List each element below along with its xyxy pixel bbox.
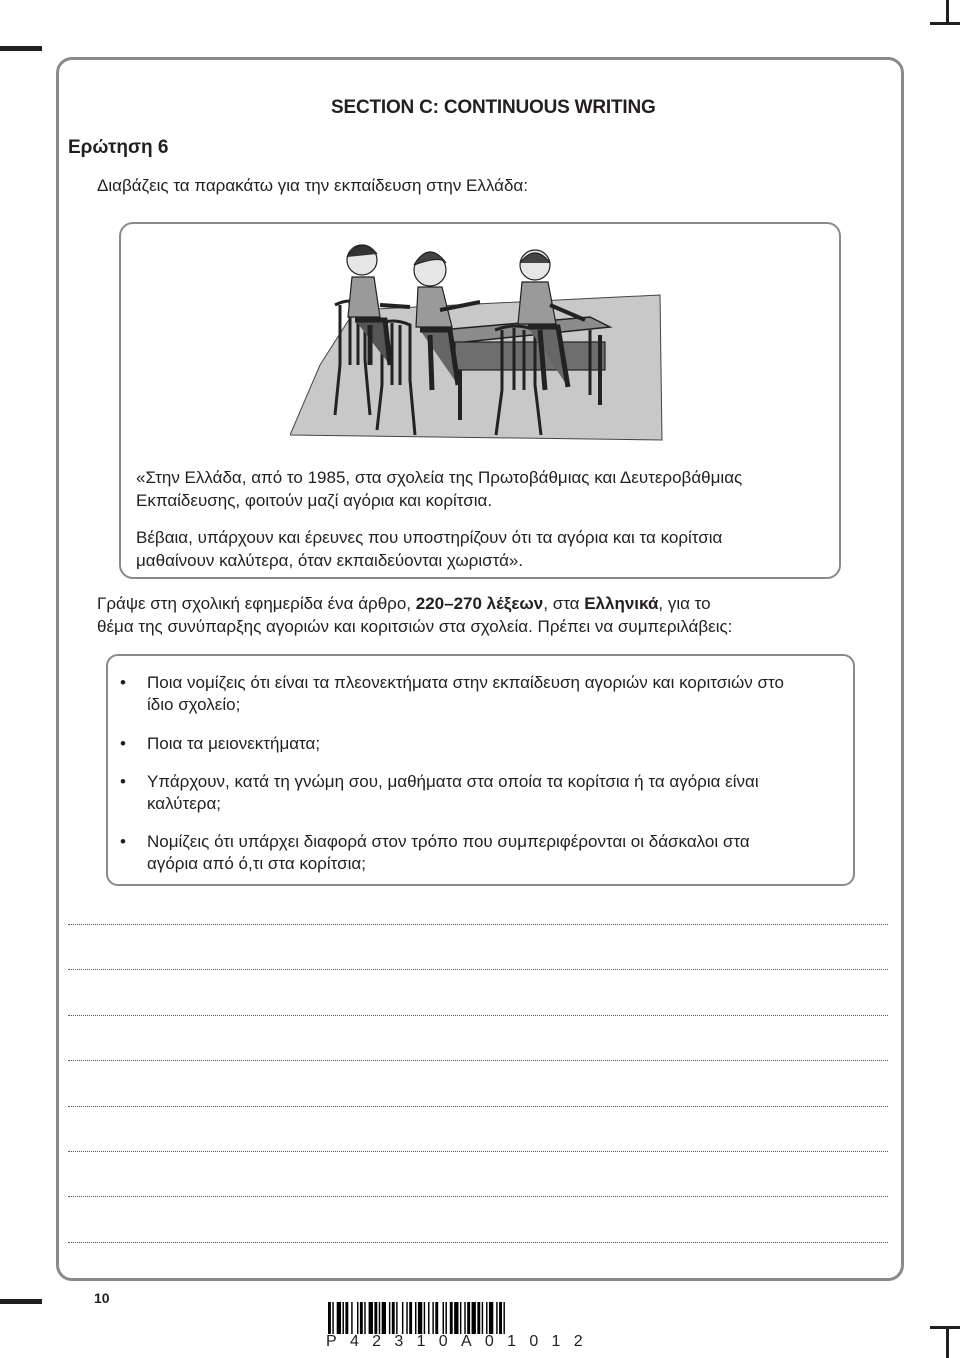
barcode-bar	[424, 1302, 425, 1334]
quote-line-3: Βέβαια, υπάρχουν και έρευνες που υποστηρίζουν ότι τα αγόρια και τα κορίτσια	[136, 528, 723, 547]
task-line-2: θέμα της συνύπαρξης αγοριών και κοριτσιών στα σχολεία. Πρέπει να συμπεριλάβεις:	[97, 617, 733, 636]
task-instructions	[97, 592, 837, 638]
bullet-item-2	[120, 733, 847, 755]
barcode-bar	[435, 1302, 438, 1334]
barcode-bar	[396, 1302, 397, 1334]
barcode-bar	[486, 1302, 487, 1334]
task-word-count: 220–270 λέξεων	[415, 594, 544, 613]
task-text-part2: , στα	[543, 594, 585, 613]
bullet-text: Ποια τα μειονεκτήματα;	[147, 734, 321, 753]
barcode-bar	[364, 1302, 365, 1334]
quote-line-4: μαθαίνουν καλύτερα, όταν εκπαιδεύονται χωριστά».	[136, 551, 524, 570]
barcode-bar	[328, 1302, 331, 1334]
registration-mark-right-top	[946, 0, 949, 24]
intro-text: Διαβάζεις τα παρακάτω για την εκπαίδευση στην Ελλάδα:	[97, 176, 528, 195]
barcode-bar	[345, 1302, 348, 1334]
page-number: 10	[94, 1290, 110, 1306]
answer-line[interactable]	[68, 1196, 888, 1197]
quote-line-1: «Στην Ελλάδα, από το 1985, στα σχολεία της Πρωτοβάθμιας και Δευτεροβάθμιας	[136, 468, 743, 487]
barcode-bar	[496, 1302, 497, 1334]
barcode-bar	[343, 1302, 344, 1334]
task-text-part1: Γράψε στη σχολική εφημερίδα ένα άρθρο,	[97, 594, 416, 613]
barcode-bar	[443, 1302, 444, 1334]
quote-line-2: Εκπαίδευσης, φοιτούν μαζί αγόρια και κορίτσια.	[136, 491, 493, 510]
barcode-bar	[382, 1302, 386, 1334]
barcode-bar	[406, 1302, 407, 1334]
barcode	[328, 1302, 670, 1334]
barcode-bar	[467, 1302, 470, 1334]
barcode-bar	[418, 1302, 422, 1334]
registration-mark-right-top-h	[930, 22, 960, 25]
barcode-bar	[503, 1302, 504, 1334]
barcode-bar	[432, 1302, 433, 1334]
bullet-text: Νομίζεις ότι υπάρχει διαφορά στον τρόπο που συμπεριφέρονται οι δάσκαλοι στα	[147, 832, 750, 851]
answer-line[interactable]	[68, 1106, 888, 1107]
classroom-illustration	[290, 235, 672, 445]
barcode-bar	[374, 1302, 377, 1334]
barcode-bar	[477, 1302, 480, 1334]
barcode-bar	[392, 1302, 395, 1334]
barcode-bar	[489, 1302, 493, 1334]
barcode-bar	[337, 1302, 341, 1334]
answer-line[interactable]	[68, 1060, 888, 1061]
barcode-bar	[499, 1302, 502, 1334]
bullet-symbol: •	[120, 673, 126, 692]
task-line-1	[97, 592, 837, 615]
answer-line[interactable]	[68, 1015, 888, 1016]
barcode-bar	[357, 1302, 358, 1334]
barcode-bar	[415, 1302, 416, 1334]
barcode-bar	[450, 1302, 453, 1334]
bullet-text: καλύτερα;	[147, 794, 222, 813]
barcode-bar	[389, 1302, 390, 1334]
bullet-symbol: •	[120, 734, 126, 753]
answer-line[interactable]	[68, 969, 888, 970]
barcode-bar	[445, 1302, 446, 1334]
registration-mark-left-top	[0, 46, 42, 51]
bullet-symbol: •	[120, 772, 126, 791]
task-language: Ελληνικά	[584, 594, 659, 613]
barcode-text: P42310A01012	[326, 1333, 596, 1350]
barcode-bar	[332, 1302, 333, 1334]
barcode-bar	[464, 1302, 465, 1334]
answer-line[interactable]	[68, 1242, 888, 1243]
bullet-symbol: •	[120, 832, 126, 851]
barcode-bar	[369, 1302, 373, 1334]
section-title: SECTION C: CONTINUOUS WRITING	[331, 97, 656, 118]
bullet-text: Υπάρχουν, κατά τη γνώμη σου, μαθήματα στα οποία τα κορίτσια ή τα αγόρια είναι	[147, 772, 759, 791]
answer-line[interactable]	[68, 924, 888, 925]
registration-mark-left-bottom	[0, 1299, 42, 1304]
barcode-bar	[379, 1302, 380, 1334]
registration-mark-right-bottom	[946, 1326, 949, 1358]
question-label: Ερώτηση 6	[68, 137, 169, 158]
bullet-item-3	[120, 771, 847, 815]
barcode-bar	[360, 1302, 363, 1334]
barcode-bar	[402, 1302, 403, 1334]
task-text-part3: , για το	[658, 594, 711, 613]
bullet-text: αγόρια από ό,τι στα κορίτσια;	[147, 854, 366, 873]
barcode-bar	[351, 1302, 352, 1334]
barcode-bar	[428, 1302, 429, 1334]
barcode-bar	[482, 1302, 483, 1334]
registration-mark-right-bottom-h	[930, 1326, 960, 1329]
bullet-text: Ποια νομίζεις ότι είναι τα πλεονεκτήματα στην εκπαίδευση αγοριών και κοριτσιών στο	[147, 673, 784, 692]
answer-line[interactable]	[68, 1151, 888, 1152]
barcode-bar	[409, 1302, 412, 1334]
bullet-text: ίδιο σχολείο;	[147, 695, 241, 714]
barcode-bar	[454, 1302, 458, 1334]
bullet-item-4	[120, 831, 847, 875]
bullet-item-1	[120, 672, 847, 716]
barcode-bar	[472, 1302, 476, 1334]
barcode-bar	[460, 1302, 461, 1334]
